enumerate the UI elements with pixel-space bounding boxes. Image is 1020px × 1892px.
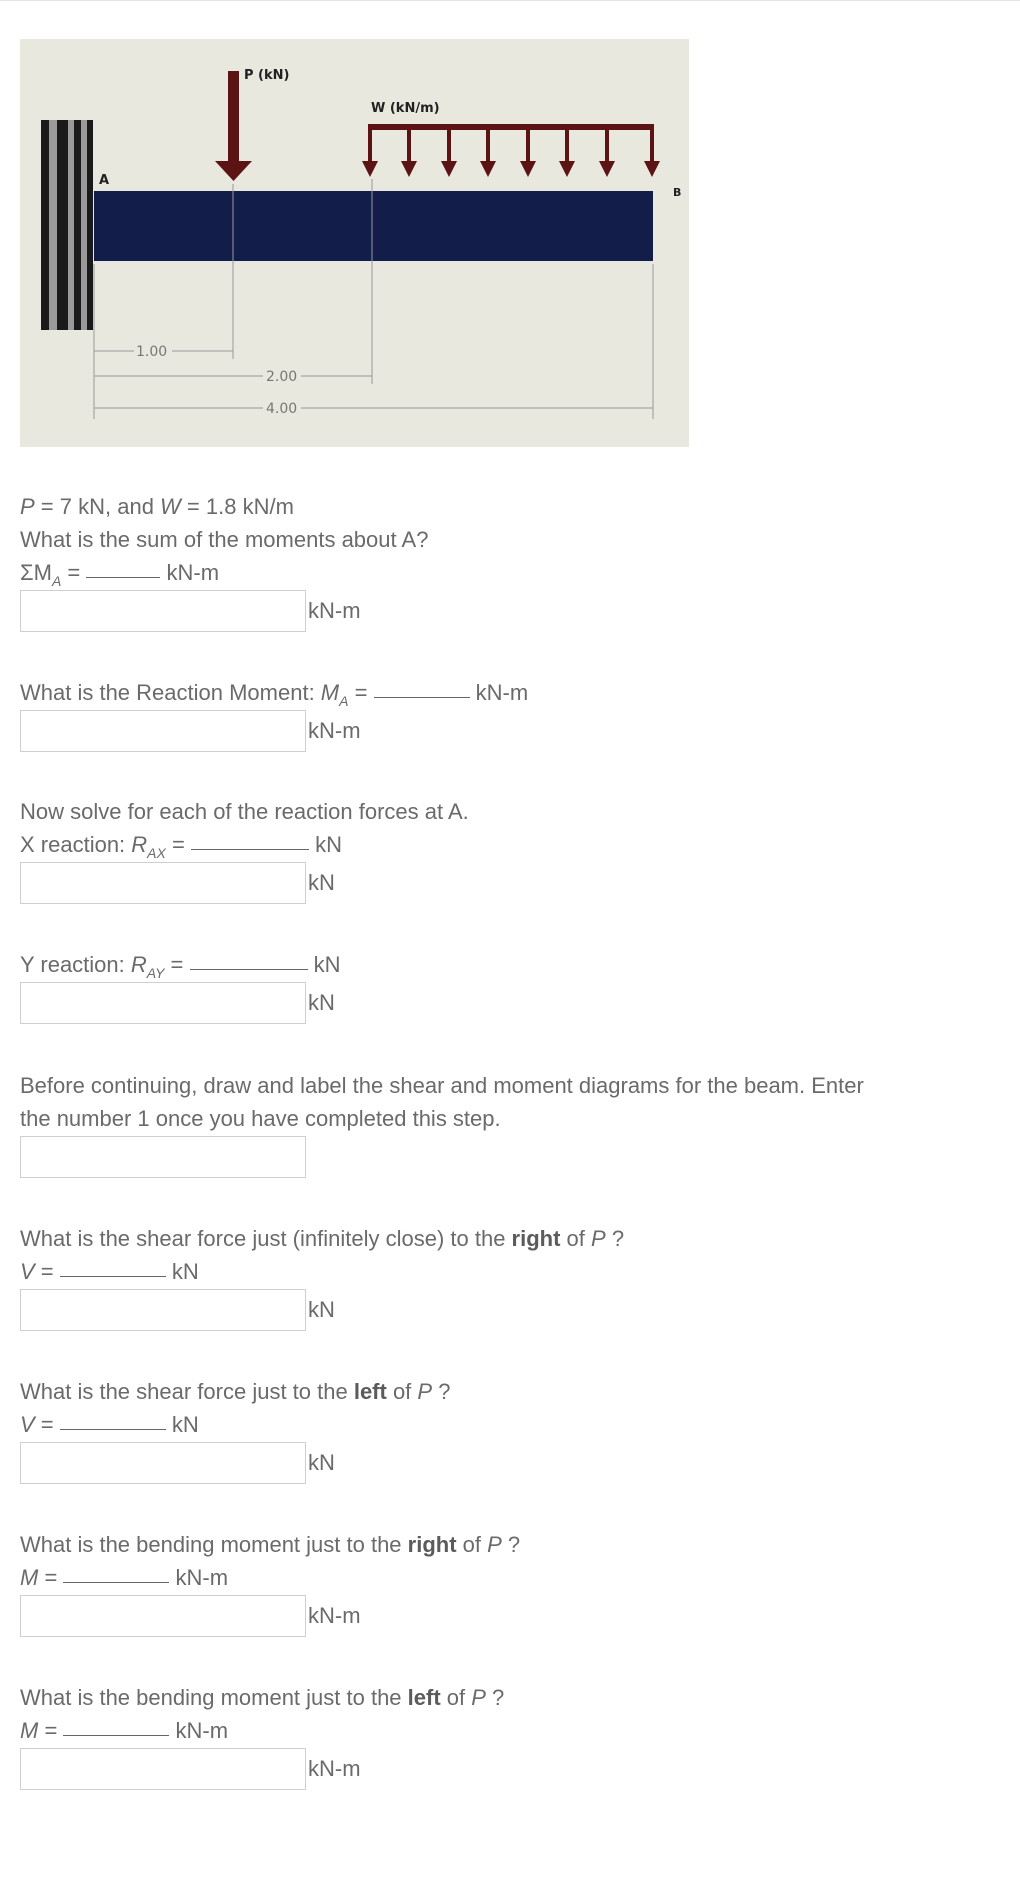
- q6-equation: V = kN: [20, 1259, 199, 1284]
- moment-right-input[interactable]: [20, 1595, 306, 1637]
- q1-equation: $\Sigma M_A = kN-m$: [20, 560, 220, 589]
- distributed-load: [362, 124, 660, 177]
- q3-text: Now solve for each of the reaction forces at A.: [20, 799, 469, 824]
- shear-right-input[interactable]: [20, 1289, 306, 1331]
- q8-unit: kN-m: [308, 1603, 361, 1628]
- q9-text: What is the bending moment just to the left of P ?: [20, 1685, 505, 1710]
- point-load-arrow: [215, 71, 252, 181]
- moment-left-input[interactable]: [20, 1748, 306, 1790]
- top-divider: [0, 0, 1020, 1]
- q9-unit: kN-m: [308, 1756, 361, 1781]
- wall-support: [41, 120, 93, 330]
- q5-text-line2: the number 1 once you have completed this step.: [20, 1106, 501, 1131]
- q7-equation: V = kN: [20, 1412, 199, 1437]
- label-w: W (kN/m): [371, 101, 440, 116]
- q2-unit: kN-m: [308, 718, 361, 743]
- q7-unit: kN: [308, 1450, 335, 1475]
- dim-1: 1.00: [136, 344, 168, 360]
- q9-equation: M = kN-m: [20, 1718, 229, 1743]
- q3-unit: kN: [308, 870, 335, 895]
- q4-unit: kN: [308, 990, 335, 1015]
- q1-text: What is the sum of the moments about A?: [20, 527, 429, 552]
- q8-equation: M = kN-m: [20, 1565, 229, 1590]
- label-a: A: [99, 173, 110, 188]
- q1-unit: kN-m: [308, 598, 361, 623]
- q6-text: What is the shear force just (infinitely close) to the right of P ?: [20, 1226, 625, 1251]
- q5-text-line1: Before continuing, draw and label the shear and moment diagrams for the beam. Enter: [20, 1073, 864, 1098]
- q6-unit: kN: [308, 1297, 335, 1322]
- sum-moments-input[interactable]: [20, 590, 306, 632]
- diagram-confirm-input[interactable]: [20, 1136, 306, 1178]
- beam-diagram: [20, 39, 689, 447]
- dim-2: 2.00: [266, 369, 298, 385]
- q7-text: What is the shear force just to the left of P ?: [20, 1379, 451, 1404]
- beam: [94, 191, 653, 261]
- q3-equation: X reaction: $R_{AX}$ = kN: [20, 832, 342, 861]
- label-b: B: [673, 186, 682, 199]
- q4-equation: Y reaction: $R_{AY}$ = kN: [20, 952, 341, 981]
- q2-equation: What is the Reaction Moment: $M_A = kN-m$: [20, 680, 529, 709]
- q8-text: What is the bending moment just to the right of P ?: [20, 1532, 521, 1557]
- given-values: P = 7 kN, and W = 1.8 kN/m: [20, 494, 294, 519]
- label-p: P (kN): [244, 68, 290, 83]
- reaction-moment-input[interactable]: [20, 710, 306, 752]
- x-reaction-input[interactable]: [20, 862, 306, 904]
- dim-3: 4.00: [266, 401, 298, 417]
- y-reaction-input[interactable]: [20, 982, 306, 1024]
- shear-left-input[interactable]: [20, 1442, 306, 1484]
